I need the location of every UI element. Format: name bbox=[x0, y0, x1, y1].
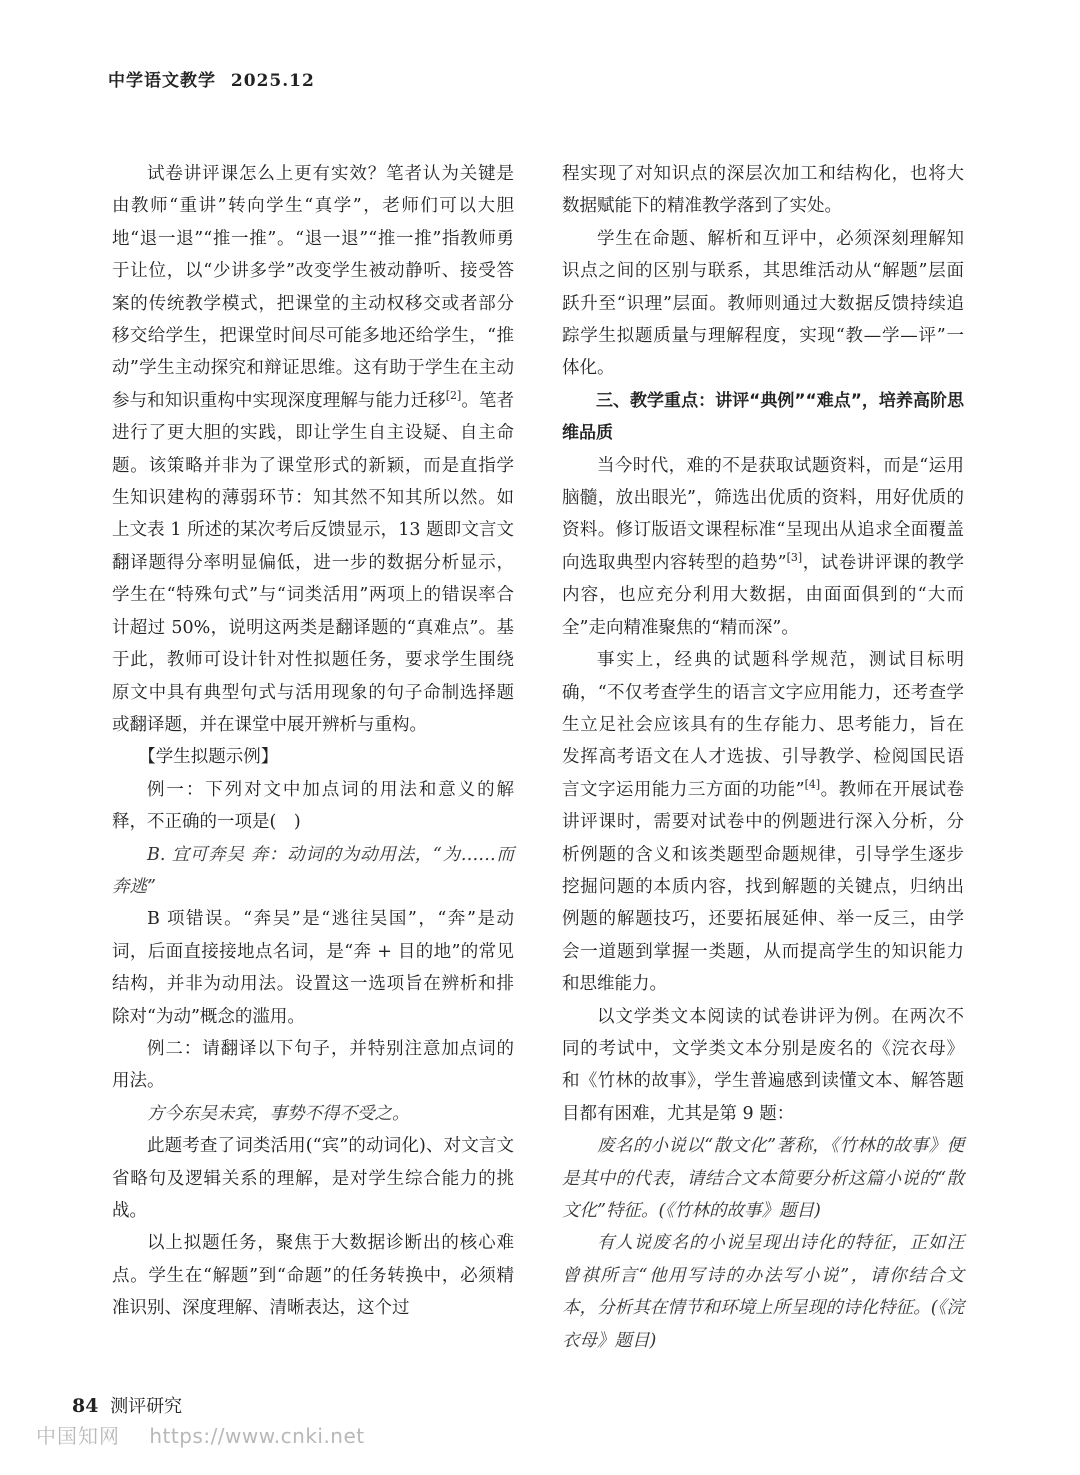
paragraph: 此题考查了词类活用(“宾”的动词化)、对文言文省略句及逻辑关系的理解，是对学生综合能力的挑战。 bbox=[112, 1136, 514, 1221]
running-header bbox=[108, 66, 315, 91]
paragraph: 学生在命题、解析和互评中，必须深刻理解知识点之间的区别与联系，其思维活动从“解题”层面跃升至“识理”层面。教师则通过大数据反馈持续追踪学生拟题质量与理解程度，实现“教—学—评”一体化。 bbox=[562, 228, 964, 379]
page-number: 84 bbox=[72, 1395, 99, 1417]
paragraph: 以上拟题任务，聚焦于大数据诊断出的核心难点。学生在“解题”到“命题”的任务转换中，必须精准识别、深度理解、清晰表达，这个过 bbox=[112, 1233, 514, 1319]
translation-sentence: 方今东吴未宾，事势不得不受之。 bbox=[147, 1103, 410, 1124]
question-quote: 有人说废名的小说呈现出诗化的特征，正如汪曾祺所言“他用写诗的办法写小说”，请你结合文本，分析其在情节和环境上所呈现的诗化特征。(《浣衣母》题目) bbox=[562, 1233, 964, 1351]
watermark-url: https://www.cnki.net bbox=[149, 1424, 365, 1448]
issue-number: 2025.12 bbox=[230, 71, 315, 91]
paragraph: 试卷讲评课怎么上更有实效？笔者认为关键是由教师“重讲”转向学生“真学”，老师们可以大胆地“退一退”“推一推”。“退一退”“推一推”指教师勇于让位，以“少讲多学”改变学生被动静听、接受答案的传统教学模式，把课堂的主动权移交或者部分移交给学生，把课堂时间尽可能多地还给学生，“推动”学生主动探究和辩证思维。这有助于学生在主动参与和知识重构中实现深度理解与能力迁移[2]。笔者进行了更大胆的实践，即让学生自主设疑、自主命题。该策略并非为了课堂形式的新颖，而是直指学生知识建构的薄弱环节：知其然不知其所以然。如上文表 1 所述的某次考后反馈显示，13 题即文言文翻译题得分率明显偏低，进一步的数据分析显示，学生在“特殊句式”与“词类活用”两项上的错误率合计超过 50%，说明这两类是翻译题的“真难点”。基于此，教师可设计针对性拟题任务，要求学生围绕原文中具有典型句式与活用现象的句子命制选择题或翻译题，并在课堂中展开辨析与重构。 bbox=[112, 164, 515, 735]
watermark-site: 中国知网 bbox=[36, 1424, 120, 1448]
page-footer bbox=[72, 1392, 182, 1418]
section-heading: 三、教学重点：讲评“典例”“难点”，培养高阶思维品质 bbox=[562, 390, 964, 444]
paragraph: B 项错误。“奔吴”是“逃往吴国”，“奔”是动词，后面直接接地点名词，是“奔 + 目的地”的常见结构，并非为动用法。设置这一选项旨在辨析和排除对“为动”概念的滥用。 bbox=[112, 909, 514, 1027]
citation: [2] bbox=[445, 389, 462, 403]
example-heading: 【学生拟题示例】 bbox=[138, 747, 279, 768]
left-column bbox=[112, 158, 514, 1325]
journal-name: 中学语文教学 bbox=[108, 71, 216, 91]
paragraph: 当今时代，难的不是获取试题资料，而是“运用脑髓，放出眼光”，筛选出优质的资料，用好优质的资料。修订版语文课程标准“呈现出从追求全面覆盖向选取典型内容转型的趋势”[3]，试卷讲评课的教学内容，也应充分利用大数据，由面面俱到的“大而全”走向精准聚焦的“精而深”。 bbox=[562, 455, 964, 638]
citation: [4] bbox=[804, 777, 821, 791]
section-name: 测评研究 bbox=[110, 1396, 183, 1417]
question-quote: 废名的小说以“散文化”著称，《竹林的故事》便是其中的代表，请结合文本简要分析这篇小说的“散文化”特征。(《竹林的故事》题目) bbox=[562, 1136, 964, 1221]
paragraph: 程实现了对知识点的深层次加工和结构化，也将大数据赋能下的精准教学落到了实处。 bbox=[562, 164, 964, 217]
citation: [3] bbox=[786, 551, 803, 565]
example-one: 例一：下列对文中加点词的用法和意义的解释，不正确的一项是( ) bbox=[112, 779, 514, 833]
paragraph: 事实上，经典的试题科学规范，测试目标明确，“不仅考查学生的语言文字应用能力，还考查学生立足社会应该具有的生存能力、思考能力，旨在发挥高考语文在人才选拔、引导教学、检阅国民语言文字运用能力三方面的功能”[4]。教师在开展试卷讲评课时，需要对试卷中的例题进行深入分析，分析例题的含义和该类题型命题规律，引导学生逐步挖掘问题的本质内容，找到解题的关键点，归纳出例题的解题技巧，还要拓展延伸、举一反三，由学会一道题到掌握一类题，从而提高学生的知识能力和思维能力。 bbox=[562, 650, 964, 995]
paragraph: 以文学类文本阅读的试卷讲评为例。在两次不同的考试中，文学类文本分别是废名的《浣衣母》和《竹林的故事》，学生普遍感到读懂文本、解答题目都有困难，尤其是第 9 题： bbox=[562, 1006, 964, 1124]
option-b: B. 宜可奔吴 奔：动词的为动用法，“为……而奔逃” bbox=[112, 844, 514, 897]
right-column bbox=[562, 158, 964, 1357]
example-two: 例二：请翻译以下句子，并特别注意加点词的用法。 bbox=[112, 1038, 514, 1092]
watermark bbox=[36, 1420, 365, 1449]
